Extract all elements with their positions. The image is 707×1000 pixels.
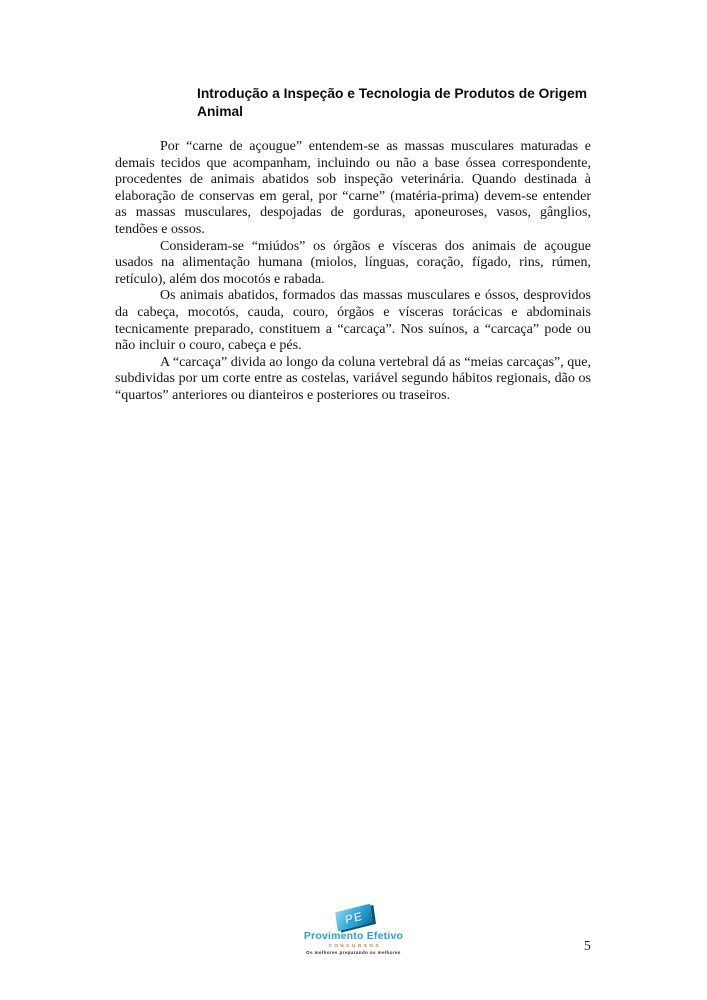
logo-subtitle: CONCURSOS <box>328 943 382 948</box>
paragraph-miudos: Consideram-se “miúdos” os órgãos e vísceras dos animais de açougue usados na alimentação humana (miolos, línguas, coração, fígado, rins, rúmen, retículo), além dos mocotós e rabada. <box>115 238 591 287</box>
paragraph-carcaca: Os animais abatidos, formados das massas musculares e óssos, desprovidos da cabeça, mocotós, cauda, couro, órgãos e vísceras torácicas e abdominais tecnicamente preparado, constituem a “carcaça”. Nos suínos, a “carcaça” pode ou não incluir o couro, cabeça e pés. <box>115 288 591 354</box>
provimento-efetivo-logo <box>0 908 707 955</box>
pe-cube-icon: PE <box>335 904 373 932</box>
document-body <box>115 139 591 405</box>
page-title: Introdução a Inspeção e Tecnologia de Produtos de Origem Animal <box>197 86 587 119</box>
paragraph-meias-carcacas: A “carcaça” divida ao longo da coluna vertebral dá as “meias carcaças”, que, subdividas por um corte entre as costelas, variável segundo hábitos regionais, dão os “quartos” anteriores ou dianteiros e posteriores ou traseiros. <box>115 354 591 403</box>
logo-tagline: Os melhores preparando os melhores <box>306 950 401 955</box>
logo-brand-name: Provimento Efetivo <box>303 930 404 942</box>
paragraph-carne-de-acougue: Por “carne de açougue” entendem-se as massas musculares maturadas e demais tecidos que acompanham, incluindo ou não a base óssea correspondente, procedentes de animais abatidos sob inspeção veterinária. Quando destinada à elaboração de conservas em geral, por “carne” (matéria-prima) devem-se entender as massas musculares, despojadas de gorduras, aponeuroses, vasos, gânglios, tendões e ossos. <box>115 139 591 237</box>
page-number: 5 <box>584 938 591 953</box>
